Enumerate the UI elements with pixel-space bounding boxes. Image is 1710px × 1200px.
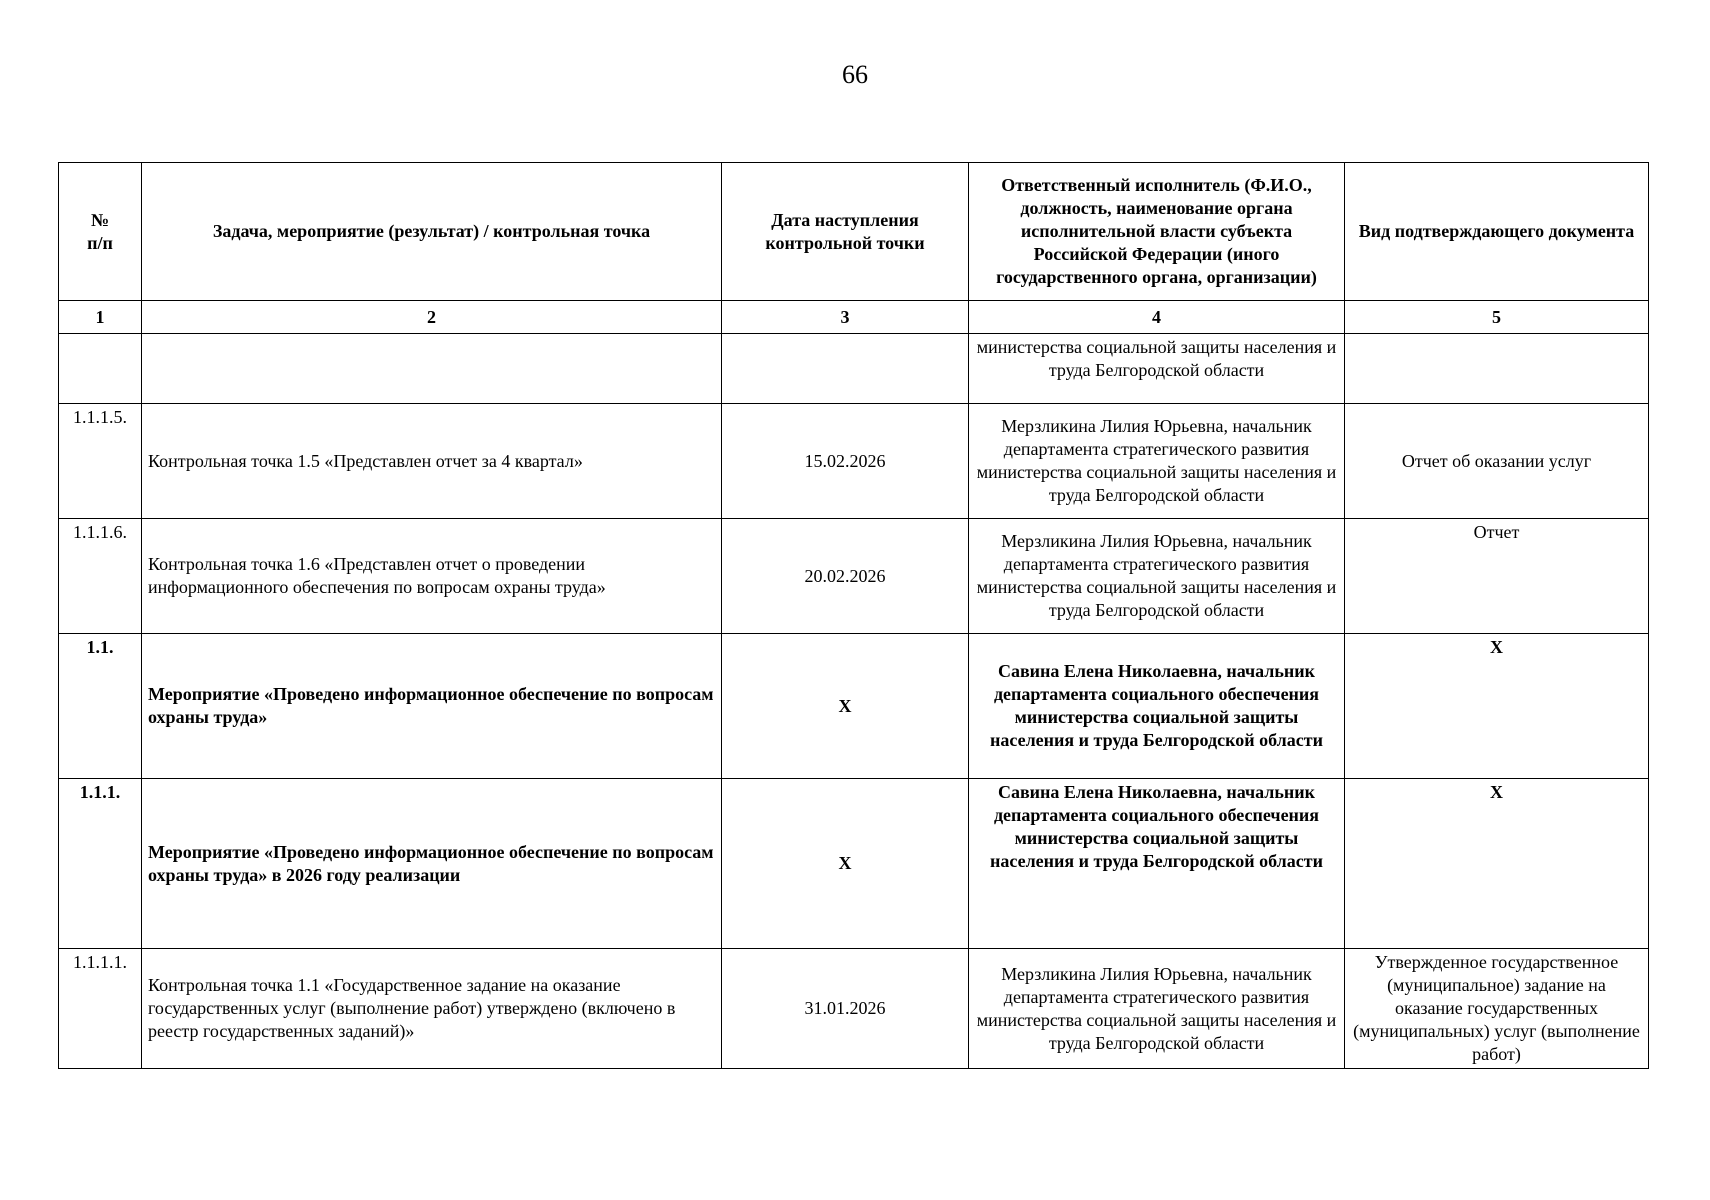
plan-table xyxy=(58,162,1649,1069)
row-task: Контрольная точка 1.1 «Государственное задание на оказание государственных услуг (выполнение работ) утверждено (включено в реестр государственных заданий)» xyxy=(142,949,722,1069)
row-date xyxy=(722,334,969,404)
table-row xyxy=(59,519,1649,634)
row-responsible: Савина Елена Николаевна, начальник департамента социального обеспечения министерства социальной защиты населения и труда Белгородской области xyxy=(969,634,1345,779)
row-task: Мероприятие «Проведено информационное обеспечение по вопросам охраны труда» в 2026 году реализации xyxy=(142,779,722,949)
table-row xyxy=(59,404,1649,519)
table-row xyxy=(59,634,1649,779)
row-date: 20.02.2026 xyxy=(722,519,969,634)
row-responsible: Мерзликина Лилия Юрьевна, начальник департамента стратегического развития министерства социальной защиты населения и труда Белгородской области xyxy=(969,404,1345,519)
row-doc: Х xyxy=(1345,779,1649,949)
row-date: 31.01.2026 xyxy=(722,949,969,1069)
row-task: Мероприятие «Проведено информационное обеспечение по вопросам охраны труда» xyxy=(142,634,722,779)
row-doc: Утвержденное государственное (муниципальное) задание на оказание государственных (муниципальных) услуг (выполнение работ) xyxy=(1345,949,1649,1069)
row-task: Контрольная точка 1.5 «Представлен отчет за 4 квартал» xyxy=(142,404,722,519)
column-index: 2 xyxy=(142,301,722,334)
row-number xyxy=(59,334,142,404)
row-date: 15.02.2026 xyxy=(722,404,969,519)
column-index: 1 xyxy=(59,301,142,334)
row-number: 1.1.1.1. xyxy=(59,949,142,1069)
column-index: 3 xyxy=(722,301,969,334)
header-date: Дата наступления контрольной точки xyxy=(722,163,969,301)
column-index: 4 xyxy=(969,301,1345,334)
row-number: 1.1.1. xyxy=(59,779,142,949)
page-number: 66 xyxy=(842,60,868,89)
row-doc: Отчет xyxy=(1345,519,1649,634)
row-task: Контрольная точка 1.6 «Представлен отчет о проведении информационного обеспечения по вопросам охраны труда» xyxy=(142,519,722,634)
row-responsible: министерства социальной защиты населения и труда Белгородской области xyxy=(969,334,1345,404)
row-responsible: Мерзликина Лилия Юрьевна, начальник департамента стратегического развития министерства социальной защиты населения и труда Белгородской области xyxy=(969,949,1345,1069)
header-num: № п/п xyxy=(59,163,142,301)
row-date: Х xyxy=(722,779,969,949)
header-doc: Вид подтверждающего документа xyxy=(1345,163,1649,301)
row-doc xyxy=(1345,334,1649,404)
column-index-row xyxy=(59,301,1649,334)
row-number: 1.1. xyxy=(59,634,142,779)
table-row xyxy=(59,334,1649,404)
row-doc: Х xyxy=(1345,634,1649,779)
row-doc: Отчет об оказании услуг xyxy=(1345,404,1649,519)
row-task xyxy=(142,334,722,404)
table-row xyxy=(59,779,1649,949)
header-row xyxy=(59,163,1649,301)
column-index: 5 xyxy=(1345,301,1649,334)
row-date: Х xyxy=(722,634,969,779)
header-task: Задача, мероприятие (результат) / контрольная точка xyxy=(142,163,722,301)
row-number: 1.1.1.6. xyxy=(59,519,142,634)
row-responsible: Мерзликина Лилия Юрьевна, начальник департамента стратегического развития министерства социальной защиты населения и труда Белгородской области xyxy=(969,519,1345,634)
table-row xyxy=(59,949,1649,1069)
header-responsible: Ответственный исполнитель (Ф.И.О., должность, наименование органа исполнительной власти субъекта Российской Федерации (иного государственного органа, организации) xyxy=(969,163,1345,301)
row-responsible: Савина Елена Николаевна, начальник департамента социального обеспечения министерства социальной защиты населения и труда Белгородской области xyxy=(969,779,1345,949)
row-number: 1.1.1.5. xyxy=(59,404,142,519)
